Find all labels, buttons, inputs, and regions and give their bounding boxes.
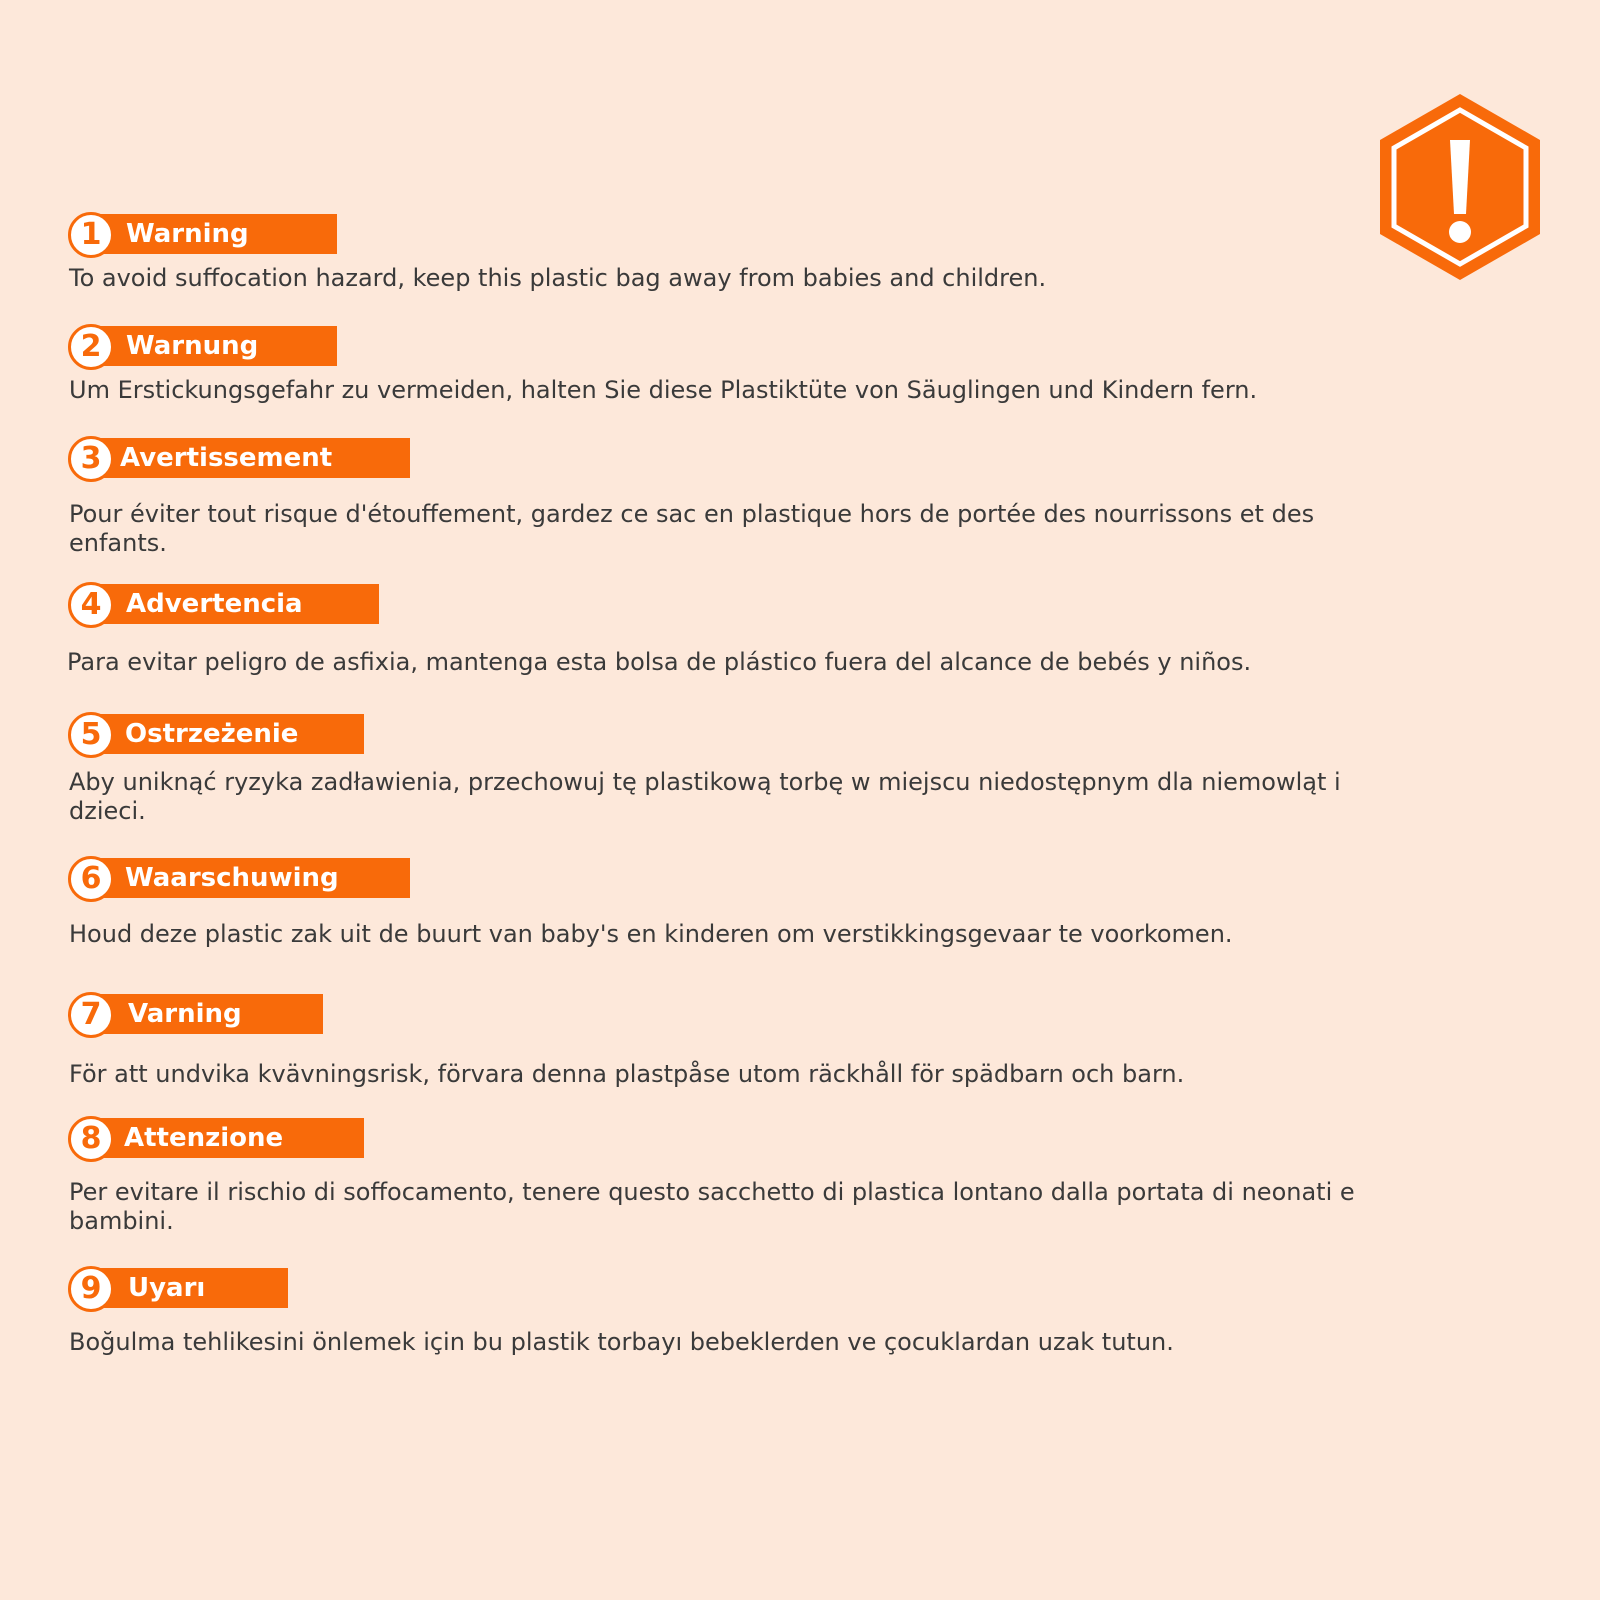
warning-item-9 bbox=[68, 1264, 1368, 1356]
heading-bar bbox=[90, 438, 410, 478]
warning-item-2 bbox=[68, 322, 1368, 404]
warning-item-8 bbox=[68, 1114, 1368, 1235]
warning-text: Para evitar peligro de asfixia, mantenga esta bolsa de plástico fuera del alcance de bebés y niños. bbox=[67, 648, 1252, 676]
warning-item-4 bbox=[67, 580, 1368, 676]
warning-text: Pour éviter tout risque d'étouffement, gardez ce sac en plastique hors de portée des nourrissons et des enfants. bbox=[69, 500, 1315, 557]
warning-text: To avoid suffocation hazard, keep this plastic bag away from babies and children. bbox=[69, 264, 1047, 292]
heading-label: Warning bbox=[126, 219, 249, 249]
heading-label: Advertencia bbox=[126, 589, 303, 619]
heading-label: Varning bbox=[128, 999, 242, 1029]
warning-heading bbox=[68, 1264, 1368, 1308]
number-badge: 6 bbox=[68, 856, 114, 902]
warning-item-6 bbox=[68, 854, 1368, 948]
warning-heading bbox=[68, 210, 1368, 254]
heading-bar bbox=[90, 994, 323, 1034]
number-badge: 5 bbox=[68, 712, 114, 758]
warning-text: Um Erstickungsgefahr zu vermeiden, halten Sie diese Plastiktüte von Säuglingen und Kindern fern. bbox=[69, 376, 1258, 404]
number-badge: 3 bbox=[68, 436, 114, 482]
heading-bar bbox=[90, 1118, 364, 1158]
warning-heading bbox=[68, 1114, 1368, 1158]
warning-item-3 bbox=[68, 434, 1368, 557]
warning-text: Houd deze plastic zak uit de buurt van baby's en kinderen om verstikkingsgevaar te voorkomen. bbox=[69, 920, 1233, 948]
heading-label: Uyarı bbox=[128, 1273, 206, 1303]
warning-heading bbox=[68, 854, 1368, 898]
number-badge: 4 bbox=[68, 582, 114, 628]
number-badge: 9 bbox=[68, 1266, 114, 1312]
warning-heading bbox=[68, 710, 1368, 754]
warning-item-1 bbox=[68, 210, 1368, 292]
warning-heading bbox=[68, 322, 1368, 366]
heading-label: Attenzione bbox=[124, 1123, 284, 1153]
warning-heading bbox=[68, 580, 1368, 624]
heading-bar bbox=[90, 584, 379, 624]
heading-bar bbox=[90, 326, 337, 366]
warning-item-7 bbox=[68, 990, 1368, 1088]
heading-label: Avertissement bbox=[120, 443, 333, 473]
heading-bar bbox=[90, 214, 337, 254]
exclamation-hexagon-icon bbox=[1376, 92, 1544, 282]
number-badge: 7 bbox=[68, 992, 114, 1038]
number-badge: 2 bbox=[68, 324, 114, 370]
heading-label: Ostrzeżenie bbox=[125, 719, 299, 749]
heading-label: Waarschuwing bbox=[125, 863, 339, 893]
heading-label: Warnung bbox=[126, 331, 259, 361]
warning-text: Boğulma tehlikesini önlemek için bu plastik torbayı bebeklerden ve çocuklardan uzak tutun. bbox=[69, 1328, 1174, 1356]
warning-text: Aby uniknąć ryzyka zadławienia, przechowuj tę plastikową torbę w miejscu niedostępnym dla niemowląt i dzieci. bbox=[69, 768, 1341, 825]
heading-bar bbox=[90, 858, 410, 898]
warning-heading bbox=[68, 990, 1368, 1034]
number-badge: 1 bbox=[68, 212, 114, 258]
heading-bar bbox=[90, 1268, 288, 1308]
warning-heading bbox=[68, 434, 1368, 478]
warning-text: För att undvika kvävningsrisk, förvara denna plastpåse utom räckhåll för spädbarn och barn. bbox=[69, 1060, 1185, 1088]
number-badge: 8 bbox=[68, 1116, 114, 1162]
warning-text: Per evitare il rischio di soffocamento, tenere questo sacchetto di plastica lontano dalla portata di neonati e bambini. bbox=[69, 1178, 1355, 1235]
heading-bar bbox=[90, 714, 364, 754]
warning-item-5 bbox=[68, 710, 1368, 825]
